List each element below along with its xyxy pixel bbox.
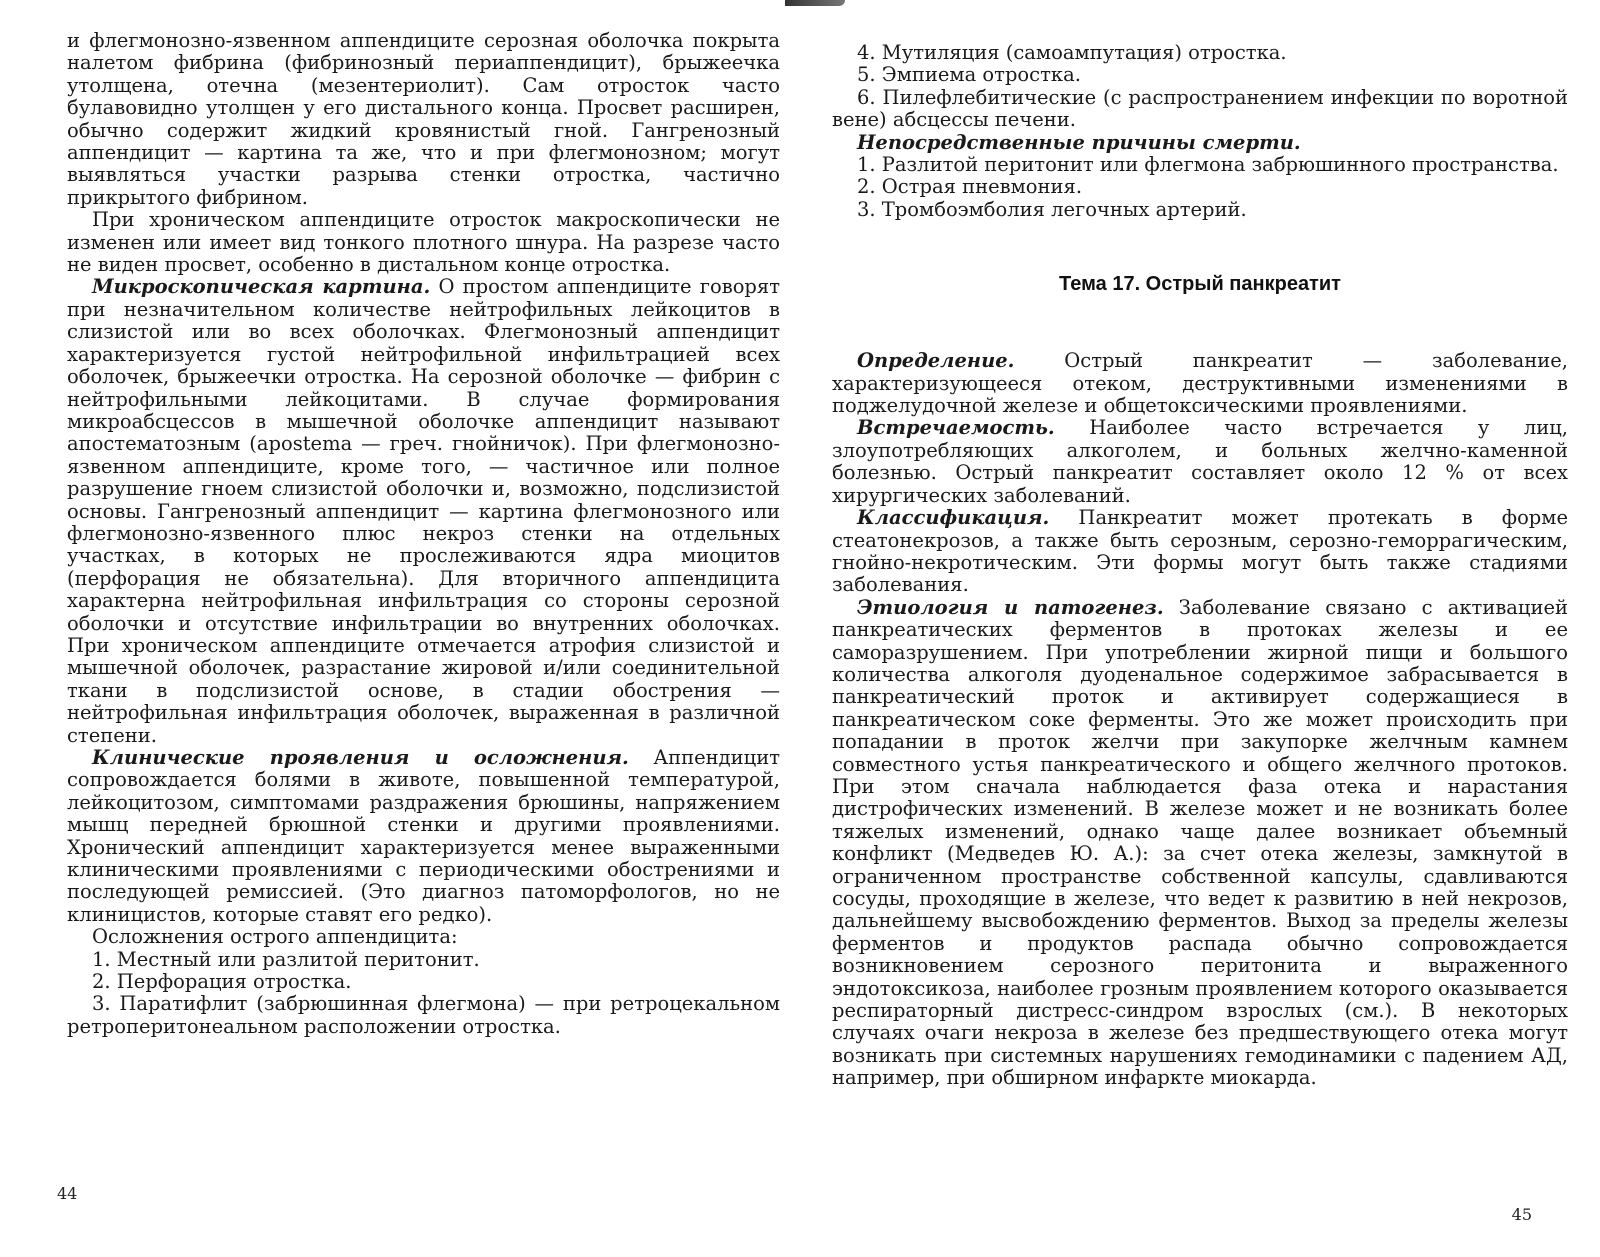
paragraph-text: Осложнения острого аппендицита: <box>92 925 458 949</box>
paragraph-text: 4. Мутиляция (самоампутация) отростка. <box>857 41 1287 64</box>
right-page-top-list <box>832 42 1568 221</box>
paragraph-text: 3. Паратифлит (забрюшинная флегмона) — при ретроцекальном ретроперитонеальном расположении отростка. <box>67 992 780 1038</box>
paragraph-text: При хроническом аппендиците отросток макроскопически не изменен или имеет вид тонкого плотного шнура. На разрезе часто не виден просвет, особенно в дистальном конце отростка. <box>67 208 780 277</box>
paragraph-heading: Непосредственные причины смерти. <box>857 130 1301 154</box>
paragraph <box>832 597 1568 1090</box>
paragraph <box>67 30 780 209</box>
paragraph-text: Панкреатит может протекать в форме стеатонекрозов, а также быть серозным, серозно-геморрагическим, гнойно-некротическим. Эти формы могут быть также стадиями заболевания. <box>832 506 1568 597</box>
paragraph-text: 1. Местный или разлитой перитонит. <box>92 947 480 971</box>
paragraph-text: Острый панкреатит — заболевание, характеризующееся отеком, деструктивными изменениями в поджелудочной железе и общетоксическими проявлениями. <box>832 349 1568 418</box>
paragraph-heading: Клинические проявления и осложнения. <box>92 746 629 769</box>
page-number-right: 45 <box>1511 1205 1532 1224</box>
list-item <box>832 199 1568 221</box>
paragraph <box>67 926 780 948</box>
paragraph-text: и флегмонозно-язвенном аппендиците серозная оболочка покрыта налетом фибрина (фибринозный периаппендицит), брыжеечка утолщена, отечна (мезентериолит). Сам отросток часто булавовидно утолщен у его дистального конца. Просвет расширен, обычно содержит жидкий кровянистый гной. Гангренозный аппендицит — картина та же, что и при флегмонозном; могут выявляться участки разрыва стенки отростка, частично прикрытого фибрином. <box>67 29 780 209</box>
right-page-text <box>832 42 1568 1090</box>
paragraph-heading: Микроскопическая картина. <box>92 275 431 299</box>
list-item <box>67 971 780 993</box>
paragraph-text: 2. Острая пневмония. <box>857 175 1083 199</box>
left-page-text <box>67 30 780 1038</box>
page-number-left: 44 <box>57 1184 78 1203</box>
right-page-body <box>832 350 1568 1089</box>
list-item <box>832 42 1568 64</box>
paragraph-text: 2. Перфорация отростка. <box>92 970 352 994</box>
list-item <box>832 64 1568 86</box>
paragraph-heading: Классификация. <box>857 506 1050 530</box>
paragraph-text: Аппендицит сопровождается болями в животе, повышенной температурой, лейкоцитозом, симптомами раздражения брюшины, напряжением мышц передней брюшной стенки и другими проявлениями. Хронический аппендицит характеризуется менее выраженными клиническими проявлениями с периодическими обострениями и последующей ремиссией. (Это диагноз патоморфологов, но не клиницистов, которые ставят его редко). <box>67 746 780 926</box>
paragraph <box>67 747 780 926</box>
paragraph-heading: Этиология и патогенез. <box>857 595 1164 619</box>
paragraph <box>832 507 1568 597</box>
paragraph-text: О простом аппендиците говорят при незначительном количестве нейтрофильных лейкоцитов в слизистой или во всех оболочках. Флегмонозный аппендицит характеризуется густой нейтрофильной инфильтрацией всех оболочек, брыжеечки отростка. На серозной оболочке — фибрин с нейтрофильными лейкоцитами. В случае формирования микроабсцессов в мышечной оболочке аппендицит называют апостематозным (apostema — греч. гнойничок). При флегмонозно-язвенном аппендиците, кроме того, — частичное или полное разрушение гноем слизистой оболочки и, возможно, подслизистой основы. Гангренозный аппендицит — картина флегмонозного или флегмонозно-язвенного плюс некроз стенки на отдельных участках, в которых не прослеживаются ядра миоцитов (перфорация не обязательна). Для вторичного аппендицита характерна нейтрофильная инфильтрация со стороны серозной оболочки и отсутствие инфильтрации во внутренних оболочках. При хроническом аппендиците отмечается атрофия слизистой и мышечной оболочек, разрастание жировой и/или соединительной ткани в подслизистой основе, в стадии обострения — нейтрофильная инфильтрация оболочек, выраженная в различной степени. <box>67 275 781 747</box>
paragraph <box>832 417 1568 507</box>
paragraph <box>832 132 1568 154</box>
right-page <box>800 0 1600 1257</box>
paragraph-text: 5. Эмпиема отростка. <box>857 63 1081 87</box>
list-item <box>67 949 780 971</box>
paragraph-text: 3. Тромбоэмболия легочных артерий. <box>857 197 1247 221</box>
paragraph-text: Заболевание связано с активацией панкреатических ферментов в протоках железы и ее саморазрушением. При употреблении жирной пищи и большого количества алкоголя дуоденальное содержимое забрасывается в панкреатический проток и активирует содержащиеся в панкреатическом соке ферменты. Это же может происходить при попадании в проток желчи при закупорке желчным камнем совместного устья панкреатического и общего желчного протоков. При этом сначала наблюдается фаза отека и нарастания дистрофических изменений. В железе может и не возникать более тяжелых изменений, однако чаще далее возникает объемный конфликт (Медведев Ю. А.): за счет отека железы, замкнутой в ограниченном пространстве собственной капсулы, сдавливаются сосуды, проходящие в железе, что ведет к развитию в ней некрозов, дальнейшему высвобождению ферментов. Выход за пределы железы ферментов и продуктов распада обычно сопровождается возникновением серозного перитонита и выраженного эндотоксикоза, наиболее грозным проявлением которого оказывается респираторный дистресс-синдром взрослых (см.). В некоторых случаях очаги некроза в железе без предшествующего отека могут возникать при системных нарушениях гемодинамики с падением АД, например, при обширном инфаркте миокарда. <box>832 595 1568 1090</box>
list-item <box>832 154 1568 176</box>
paragraph-heading: Определение. <box>857 349 1015 373</box>
paragraph-text: 6. Пилефлебитические (с распространением инфекции по воротной вене) абсцессы печени. <box>832 85 1568 132</box>
paragraph-text: Наиболее часто встречается у лиц, злоупотребляющих алкоголем, и больных желчно-каменной болезнью. Острый панкреатит составляет около 12 % от всех хирургических заболеваний. <box>832 416 1568 507</box>
paragraph-heading: Встречаемость. <box>857 416 1055 440</box>
section-title: Тема 17. Острый панкреатит <box>1059 273 1341 296</box>
paragraph <box>832 350 1568 417</box>
paragraph-text: 1. Разлитой перитонит или флегмона забрюшинного пространства. <box>857 153 1559 177</box>
list-item <box>832 87 1568 132</box>
paragraph <box>67 276 780 747</box>
list-item <box>832 176 1568 198</box>
list-item <box>67 993 780 1038</box>
paragraph <box>67 209 780 276</box>
